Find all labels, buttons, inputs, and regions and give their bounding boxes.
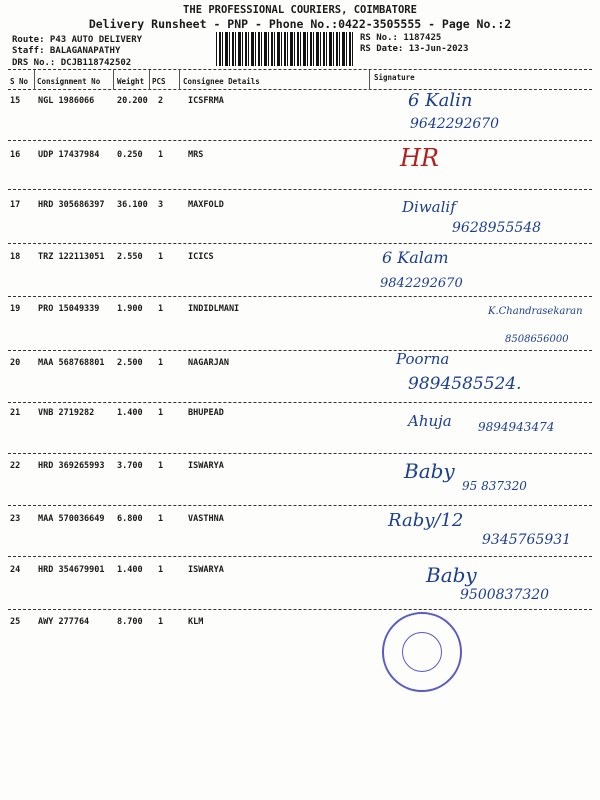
row-weight: 2.500 bbox=[117, 358, 143, 368]
row-divider bbox=[8, 556, 592, 557]
row-signature: Baby bbox=[426, 563, 477, 587]
row-consignment: NGL 1986066 bbox=[38, 96, 95, 106]
row-weight: 3.700 bbox=[117, 461, 143, 471]
runsheet-title: Delivery Runsheet - PNP - Phone No.:0422-3505555 - Page No.:2 bbox=[88, 17, 512, 31]
table-row bbox=[0, 617, 600, 669]
staff-label: Staff: BALAGANAPATHY bbox=[12, 46, 121, 56]
row-consignee: NAGARJAN bbox=[188, 358, 229, 368]
row-signature: Baby bbox=[404, 459, 455, 483]
col-separator bbox=[113, 70, 114, 90]
row-divider bbox=[8, 453, 592, 454]
row-sno: 18 bbox=[10, 252, 21, 262]
row-signature: Raby/12 bbox=[388, 510, 464, 531]
row-phone: 9500837320 bbox=[460, 587, 550, 603]
row-weight: 20.200 bbox=[117, 96, 148, 106]
col-consignment: Consignment No bbox=[37, 77, 101, 86]
row-consignment: PRO 15049339 bbox=[38, 304, 100, 314]
row-sno: 25 bbox=[10, 617, 21, 627]
row-divider bbox=[8, 505, 592, 506]
row-sno: 20 bbox=[10, 358, 21, 368]
row-consignee: ISWARYA bbox=[188, 461, 224, 471]
row-consignment: HRD 305686397 bbox=[38, 200, 105, 210]
row-phone: 9842292670 bbox=[380, 276, 463, 291]
col-pcs: PCS bbox=[152, 77, 166, 86]
row-signature: K.Chandrasekaran bbox=[488, 306, 583, 317]
row-signature: HR bbox=[400, 144, 439, 172]
row-consignee: ICSFRMA bbox=[188, 96, 224, 106]
row-pcs: 1 bbox=[158, 408, 164, 418]
row-signature: Diwalif bbox=[402, 198, 456, 216]
row-consignment: UDP 17437984 bbox=[38, 150, 100, 160]
company-title: THE PROFESSIONAL COURIERS, COIMBATORE bbox=[183, 4, 417, 16]
row-pcs: 1 bbox=[158, 358, 164, 368]
row-consignment: HRD 354679901 bbox=[38, 565, 105, 575]
row-consignee: ISWARYA bbox=[188, 565, 224, 575]
header-divider-bottom bbox=[8, 89, 592, 90]
row-sno: 24 bbox=[10, 565, 21, 575]
row-weight: 1.400 bbox=[117, 565, 143, 575]
row-pcs: 1 bbox=[158, 617, 164, 627]
row-sno: 19 bbox=[10, 304, 21, 314]
col-signature: Signature bbox=[374, 73, 415, 82]
row-signature: Poorna bbox=[396, 350, 450, 368]
row-pcs: 1 bbox=[158, 252, 164, 262]
col-separator bbox=[369, 70, 370, 90]
barcode bbox=[216, 31, 354, 66]
row-sno: 16 bbox=[10, 150, 21, 160]
row-pcs: 2 bbox=[158, 96, 164, 106]
row-consignee: KLM bbox=[188, 617, 204, 627]
row-consignee: ICICS bbox=[188, 252, 214, 262]
row-consignee: VASTHNA bbox=[188, 514, 224, 524]
header-divider-top bbox=[8, 69, 592, 70]
row-phone: 95 837320 bbox=[462, 479, 527, 493]
row-pcs: 1 bbox=[158, 304, 164, 314]
rs-date: RS Date: 13-Jun-2023 bbox=[360, 44, 469, 54]
route-label: Route: P43 AUTO DELIVERY bbox=[12, 35, 143, 45]
row-pcs: 1 bbox=[158, 461, 164, 471]
row-phone: 9628955548 bbox=[452, 220, 542, 236]
row-sno: 21 bbox=[10, 408, 21, 418]
row-weight: 1.400 bbox=[117, 408, 143, 418]
row-signature: 6 Kalin bbox=[408, 90, 473, 111]
drs-number: DRS No.: DCJB118742502 bbox=[12, 58, 132, 68]
row-divider bbox=[8, 296, 592, 297]
table-row bbox=[0, 144, 600, 202]
rs-number: RS No.: 1187425 bbox=[360, 33, 442, 43]
row-pcs: 1 bbox=[158, 514, 164, 524]
row-weight: 1.900 bbox=[117, 304, 143, 314]
row-phone: 9894943474 bbox=[478, 420, 555, 434]
row-signature: 6 Kalam bbox=[382, 248, 449, 267]
row-pcs: 1 bbox=[158, 150, 164, 160]
row-consignment: MAA 570036649 bbox=[38, 514, 105, 524]
row-divider bbox=[8, 189, 592, 190]
row-sno: 22 bbox=[10, 461, 21, 471]
col-sno: S No bbox=[10, 77, 29, 86]
row-divider bbox=[8, 140, 592, 141]
row-phone: 8508656000 bbox=[505, 334, 569, 345]
row-sno: 17 bbox=[10, 200, 21, 210]
col-separator bbox=[179, 70, 180, 90]
row-consignment: VNB 2719282 bbox=[38, 408, 95, 418]
row-sno: 15 bbox=[10, 96, 21, 106]
row-divider bbox=[8, 350, 592, 351]
row-consignment: TRZ 122113051 bbox=[38, 252, 105, 262]
row-divider bbox=[8, 243, 592, 244]
row-weight: 0.250 bbox=[117, 150, 143, 160]
col-separator bbox=[34, 70, 35, 90]
row-consignee: INDIDLMANI bbox=[188, 304, 240, 314]
row-signature: Ahuja bbox=[408, 412, 452, 430]
row-weight: 36.100 bbox=[117, 200, 148, 210]
row-phone: 9894585524. bbox=[408, 374, 522, 394]
row-pcs: 1 bbox=[158, 565, 164, 575]
row-pcs: 3 bbox=[158, 200, 164, 210]
col-consignee: Consignee Details bbox=[183, 77, 260, 86]
col-separator bbox=[149, 70, 150, 90]
row-consignment: AWY 277764 bbox=[38, 617, 90, 627]
stamp-inner-ring bbox=[402, 632, 442, 672]
row-consignee: MAXFOLD bbox=[188, 200, 224, 210]
row-consignment: MAA 568768801 bbox=[38, 358, 105, 368]
table-row bbox=[0, 200, 600, 252]
table-row bbox=[0, 510, 600, 566]
row-consignment: HRD 369265993 bbox=[38, 461, 105, 471]
row-divider bbox=[8, 609, 592, 610]
row-sno: 23 bbox=[10, 514, 21, 524]
row-weight: 2.550 bbox=[117, 252, 143, 262]
row-weight: 6.800 bbox=[117, 514, 143, 524]
row-consignee: BHUPEAD bbox=[188, 408, 224, 418]
row-phone: 9642292670 bbox=[410, 116, 500, 132]
row-consignee: MRS bbox=[188, 150, 204, 160]
row-phone: 9345765931 bbox=[482, 532, 572, 548]
row-weight: 8.700 bbox=[117, 617, 143, 627]
col-weight: Weight bbox=[117, 77, 145, 86]
table-row bbox=[0, 304, 600, 356]
company-stamp bbox=[382, 612, 462, 692]
row-divider bbox=[8, 402, 592, 403]
